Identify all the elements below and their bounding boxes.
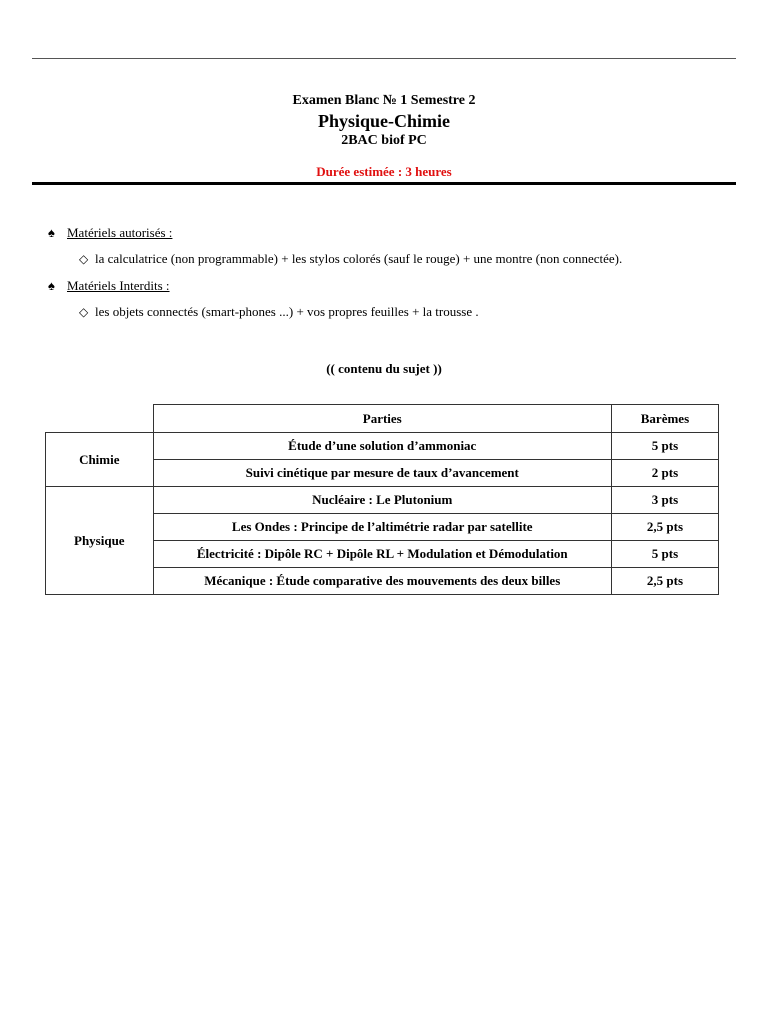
table-row	[46, 487, 719, 514]
part-cell: Suivi cinétique par mesure de taux d’avancement	[153, 460, 611, 487]
header-divider	[32, 182, 736, 185]
allowed-materials-heading	[48, 224, 172, 242]
exam-parts-table	[45, 404, 719, 595]
parts-column-header: Parties	[153, 405, 611, 433]
part-cell: Étude d’une solution d’ammoniac	[153, 433, 611, 460]
points-cell: 3 pts	[611, 487, 718, 514]
top-divider	[32, 58, 736, 59]
spade-suit-icon: ♠	[48, 278, 55, 293]
part-cell: Mécanique : Étude comparative des mouvements des deux billes	[153, 568, 611, 595]
points-cell: 5 pts	[611, 541, 718, 568]
table-header-row	[46, 405, 719, 433]
allowed-heading-label: Matériels autorisés :	[67, 225, 173, 240]
exam-duration: Durée estimée : 3 heures	[316, 164, 452, 179]
points-cell: 5 pts	[611, 433, 718, 460]
part-cell: Électricité : Dipôle RC + Dipôle RL + Modulation et Démodulation	[153, 541, 611, 568]
exam-title: Examen Blanc № 1 Semestre 2	[292, 93, 476, 108]
table-corner-cell	[46, 405, 154, 433]
part-cell: Nucléaire : Le Plutonium	[153, 487, 611, 514]
points-column-header: Barèmes	[611, 405, 718, 433]
forbidden-item-text: les objets connectés (smart-phones ...) + vos propres feuilles + la trousse .	[95, 304, 479, 319]
points-cell: 2 pts	[611, 460, 718, 487]
part-cell: Les Ondes : Principe de l’altimétrie radar par satellite	[153, 514, 611, 541]
spade-suit-icon: ♠	[48, 225, 55, 240]
points-cell: 2,5 pts	[611, 514, 718, 541]
allowed-item-text: la calculatrice (non programmable) + les stylos colorés (sauf le rouge) + une montre (non connectée).	[95, 251, 623, 266]
subject-title: Physique-Chimie	[317, 111, 450, 131]
category-cell-physique: Physique	[46, 487, 154, 595]
forbidden-materials-item	[79, 303, 479, 321]
table-row	[46, 433, 719, 460]
content-title: (( contenu du sujet ))	[326, 361, 442, 376]
forbidden-heading-label: Matériels Interdits :	[67, 278, 170, 293]
points-cell: 2,5 pts	[611, 568, 718, 595]
exam-header	[0, 92, 768, 150]
white-diamond-icon: ◇	[79, 252, 89, 266]
class-level: 2BAC biof PC	[341, 133, 427, 148]
forbidden-materials-heading	[48, 277, 170, 295]
allowed-materials-item	[79, 250, 622, 268]
category-cell-chimie: Chimie	[46, 433, 154, 487]
white-diamond-icon: ◇	[79, 305, 89, 319]
